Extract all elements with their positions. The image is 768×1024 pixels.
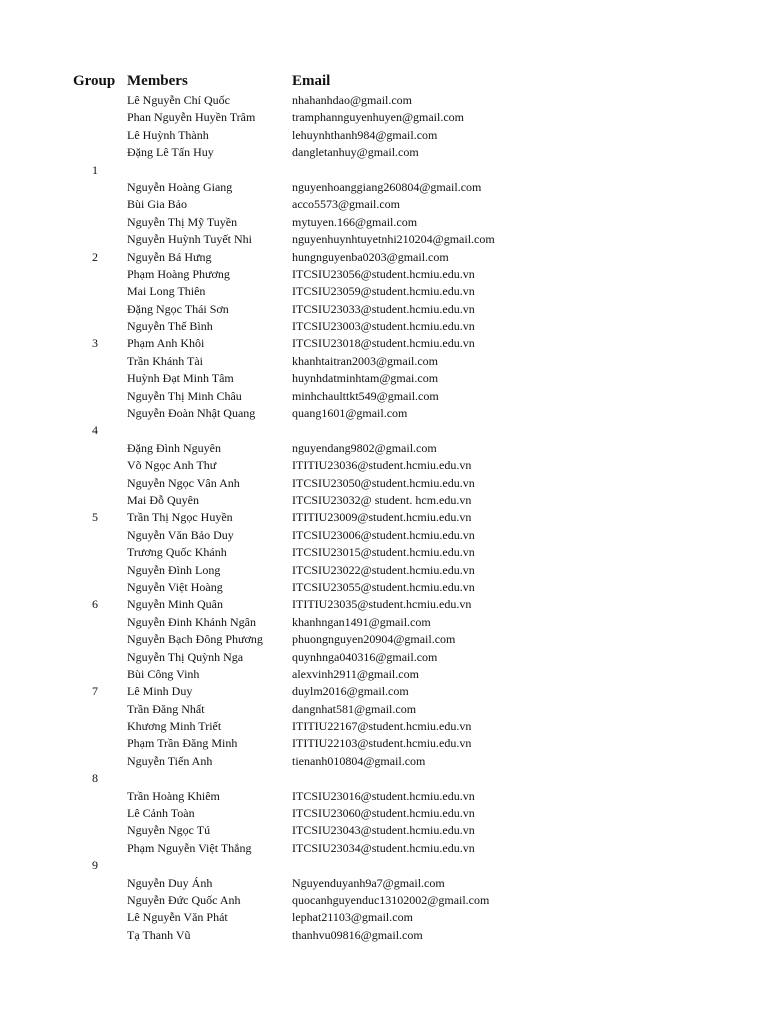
table-row [0, 683, 768, 700]
table-row [0, 283, 768, 300]
table-row [0, 335, 768, 352]
member-email: minhchaulttkt549@gmail.com [292, 388, 439, 403]
member-email: khanhngan1491@gmail.com [292, 614, 431, 629]
member-name: Nguyễn Đức Quốc Anh [127, 892, 241, 907]
member-name: Mai Long Thiên [127, 284, 206, 299]
member-name: Phạm Hoàng Phương [127, 266, 230, 281]
table-row [0, 92, 768, 109]
table-row [0, 422, 768, 439]
table-row [0, 788, 768, 805]
member-name: Nguyễn Duy Ánh [127, 875, 213, 890]
table-row [0, 109, 768, 126]
member-name: Võ Ngọc Anh Thư [127, 458, 217, 473]
table-row [0, 805, 768, 822]
member-name: Nguyễn Thị Mỹ Tuyền [127, 214, 238, 229]
table-row [0, 196, 768, 213]
member-name: Đặng Đình Nguyên [127, 440, 221, 455]
table-row [0, 318, 768, 335]
member-name: Phạm Trần Đăng Minh [127, 736, 238, 751]
member-name: Nguyễn Hoàng Giang [127, 179, 233, 194]
member-email: ITCSIU23015@student.hcmiu.edu.vn [292, 545, 475, 560]
member-email: ITCSIU23056@student.hcmiu.edu.vn [292, 266, 475, 281]
member-name: Nguyễn Thế Bình [127, 319, 213, 334]
member-email: ITCSIU23006@student.hcmiu.edu.vn [292, 527, 475, 542]
member-email: nguyenhuynhtuyetnhi210204@gmail.com [292, 232, 495, 247]
table-row [0, 649, 768, 666]
member-name: Nguyễn Huỳnh Tuyết Nhi [127, 232, 253, 247]
table-row [0, 249, 768, 266]
member-email: tramphannguyenhuyen@gmail.com [292, 110, 465, 125]
member-name: Tạ Thanh Vũ [127, 927, 191, 942]
member-email: quocanhguyenduc13102002@gmail.com [292, 892, 490, 907]
member-name: Nguyễn Ngọc Vân Anh [127, 475, 240, 490]
table-row [0, 631, 768, 648]
member-email: thanhvu09816@gmail.com [292, 927, 423, 942]
member-email: phuongnguyen20904@gmail.com [292, 632, 456, 647]
member-email: ITITIU23035@student.hcmiu.edu.vn [292, 597, 472, 612]
member-email: ITCSIU23022@student.hcmiu.edu.vn [292, 562, 475, 577]
table-row [0, 492, 768, 509]
table-row [0, 370, 768, 387]
table-row [0, 822, 768, 839]
table-row [0, 875, 768, 892]
header-group: Group [73, 73, 116, 89]
table-row [0, 596, 768, 613]
member-name: Nguyễn Bạch Đông Phương [127, 632, 263, 647]
member-name: Trương Quốc Khánh [127, 545, 227, 560]
table-row [0, 857, 768, 874]
table-row [0, 544, 768, 561]
table-row [0, 388, 768, 405]
header-email: Email [292, 73, 331, 89]
table-row [0, 753, 768, 770]
member-email: ITCSIU23033@student.hcmiu.edu.vn [292, 301, 475, 316]
table-row [0, 770, 768, 787]
member-email: ITITIU23036@student.hcmiu.edu.vn [292, 458, 472, 473]
member-email: lephat21103@gmail.com [292, 910, 413, 925]
member-email: ITCSIU23059@student.hcmiu.edu.vn [292, 284, 475, 299]
member-email: quang1601@gmail.com [292, 406, 408, 421]
table-row [0, 353, 768, 370]
member-email: lehuynhthanh984@gmail.com [292, 127, 438, 142]
member-name: Trần Thị Ngọc Huyền [127, 510, 233, 525]
member-email: quynhnga040316@gmail.com [292, 649, 438, 664]
member-email: nhahanhdao@gmail.com [292, 93, 413, 107]
member-email: dangletanhuy@gmail.com [292, 145, 419, 160]
member-email: ITCSIU23060@student.hcmiu.edu.vn [292, 806, 475, 821]
member-name: Nguyễn Việt Hoàng [127, 579, 223, 594]
table-row [0, 701, 768, 718]
member-name: Lê Cảnh Toàn [127, 806, 195, 821]
table-row [0, 735, 768, 752]
member-email: ITCSIU23018@student.hcmiu.edu.vn [292, 336, 475, 351]
member-email: khanhtaitran2003@gmail.com [292, 353, 439, 368]
group-number: 6 [92, 597, 98, 612]
member-email: duylm2016@gmail.com [292, 684, 409, 699]
member-name: Bùi Gia Bảo [127, 197, 187, 212]
table-row [0, 301, 768, 318]
group-number: 2 [92, 249, 98, 264]
member-name: Nguyễn Văn Bảo Duy [127, 527, 234, 542]
member-email: ITCSIU23050@student.hcmiu.edu.vn [292, 475, 475, 490]
member-email: nguyendang9802@gmail.com [292, 440, 437, 455]
table-row [0, 144, 768, 161]
member-name: Đặng Ngọc Thái Sơn [127, 301, 229, 316]
group-number: 8 [92, 771, 98, 786]
member-name: Mai Đỗ Quyên [127, 492, 199, 507]
member-email: ITCSIU23032@ student. hcm.edu.vn [292, 492, 472, 507]
table-row [0, 440, 768, 457]
member-name: Lê Nguyễn Văn Phát [127, 910, 228, 925]
table-row [0, 405, 768, 422]
member-email: hungnguyenba0203@gmail.com [292, 249, 449, 264]
group-number: 4 [92, 423, 98, 438]
table-row [0, 927, 768, 944]
table-row [0, 892, 768, 909]
member-name: Nguyễn Thị Quỳnh Nga [127, 649, 244, 664]
member-email: ITCSIU23016@student.hcmiu.edu.vn [292, 788, 475, 803]
member-name: Nguyễn Minh Quân [127, 597, 223, 612]
table-row [0, 179, 768, 196]
member-name: Bùi Công Vinh [127, 666, 200, 681]
member-email: ITCSIU23034@student.hcmiu.edu.vn [292, 840, 475, 855]
member-name: Lê Minh Duy [127, 684, 193, 699]
member-name: Nguyễn Thị Minh Châu [127, 388, 242, 403]
member-email: ITCSIU23055@student.hcmiu.edu.vn [292, 579, 475, 594]
member-name: Nguyễn Đoàn Nhật Quang [127, 406, 256, 421]
group-number: 5 [92, 510, 98, 525]
table-row [0, 231, 768, 248]
member-email: ITITIU22103@student.hcmiu.edu.vn [292, 736, 472, 751]
header-members: Members [127, 73, 188, 89]
member-name: Nguyễn Đình Long [127, 562, 221, 577]
table-row [0, 162, 768, 179]
member-name: Nguyễn Đinh Khánh Ngân [127, 614, 256, 629]
table-row [0, 214, 768, 231]
member-email: ITCSIU23003@student.hcmiu.edu.vn [292, 319, 475, 334]
group-number: 1 [92, 162, 98, 177]
member-email: tienanh010804@gmail.com [292, 753, 426, 768]
table-row [0, 909, 768, 926]
member-name: Phan Nguyễn Huyền Trâm [127, 110, 256, 125]
member-email: mytuyen.166@gmail.com [292, 214, 418, 229]
table-row [0, 266, 768, 283]
table-row [0, 718, 768, 735]
member-name: Nguyễn Bá Hưng [127, 249, 212, 264]
member-email: dangnhat581@gmail.com [292, 701, 417, 716]
table-row [0, 127, 768, 144]
group-number: 3 [92, 336, 98, 351]
member-name: Huỳnh Đạt Minh Tâm [127, 371, 234, 386]
member-name: Đặng Lê Tấn Huy [127, 145, 214, 160]
member-name: Lê Nguyễn Chí Quốc [127, 93, 230, 107]
table-row [0, 666, 768, 683]
group-number: 7 [92, 684, 98, 699]
member-name: Trần Hoàng Khiêm [127, 788, 220, 803]
table-row [0, 840, 768, 857]
member-email: Nguyenduyanh9a7@gmail.com [292, 875, 445, 890]
member-name: Phạm Anh Khôi [127, 336, 205, 351]
member-email: ITCSIU23043@student.hcmiu.edu.vn [292, 823, 475, 838]
member-name: Trần Khánh Tài [127, 353, 203, 368]
member-table [0, 92, 768, 944]
table-row [0, 527, 768, 544]
member-email: alexvinh2911@gmail.com [292, 666, 419, 681]
member-name: Lê Huỳnh Thành [127, 127, 209, 142]
member-email: nguyenhoanggiang260804@gmail.com [292, 179, 482, 194]
member-name: Khương Minh Triết [127, 719, 222, 734]
member-name: Trần Đăng Nhất [127, 701, 205, 716]
group-number: 9 [92, 858, 98, 873]
member-name: Nguyễn Tiến Anh [127, 753, 213, 768]
member-email: huynhdatminhtam@gmai.com [292, 371, 439, 386]
member-email: acco5573@gmail.com [292, 197, 401, 212]
table-row [0, 614, 768, 631]
table-row [0, 509, 768, 526]
member-name: Nguyễn Ngọc Tú [127, 823, 211, 838]
table-row [0, 457, 768, 474]
member-email: ITITIU23009@student.hcmiu.edu.vn [292, 510, 472, 525]
member-email: ITITIU22167@student.hcmiu.edu.vn [292, 719, 472, 734]
table-row [0, 579, 768, 596]
table-row [0, 475, 768, 492]
table-row [0, 562, 768, 579]
member-name: Phạm Nguyễn Việt Thắng [127, 840, 252, 855]
